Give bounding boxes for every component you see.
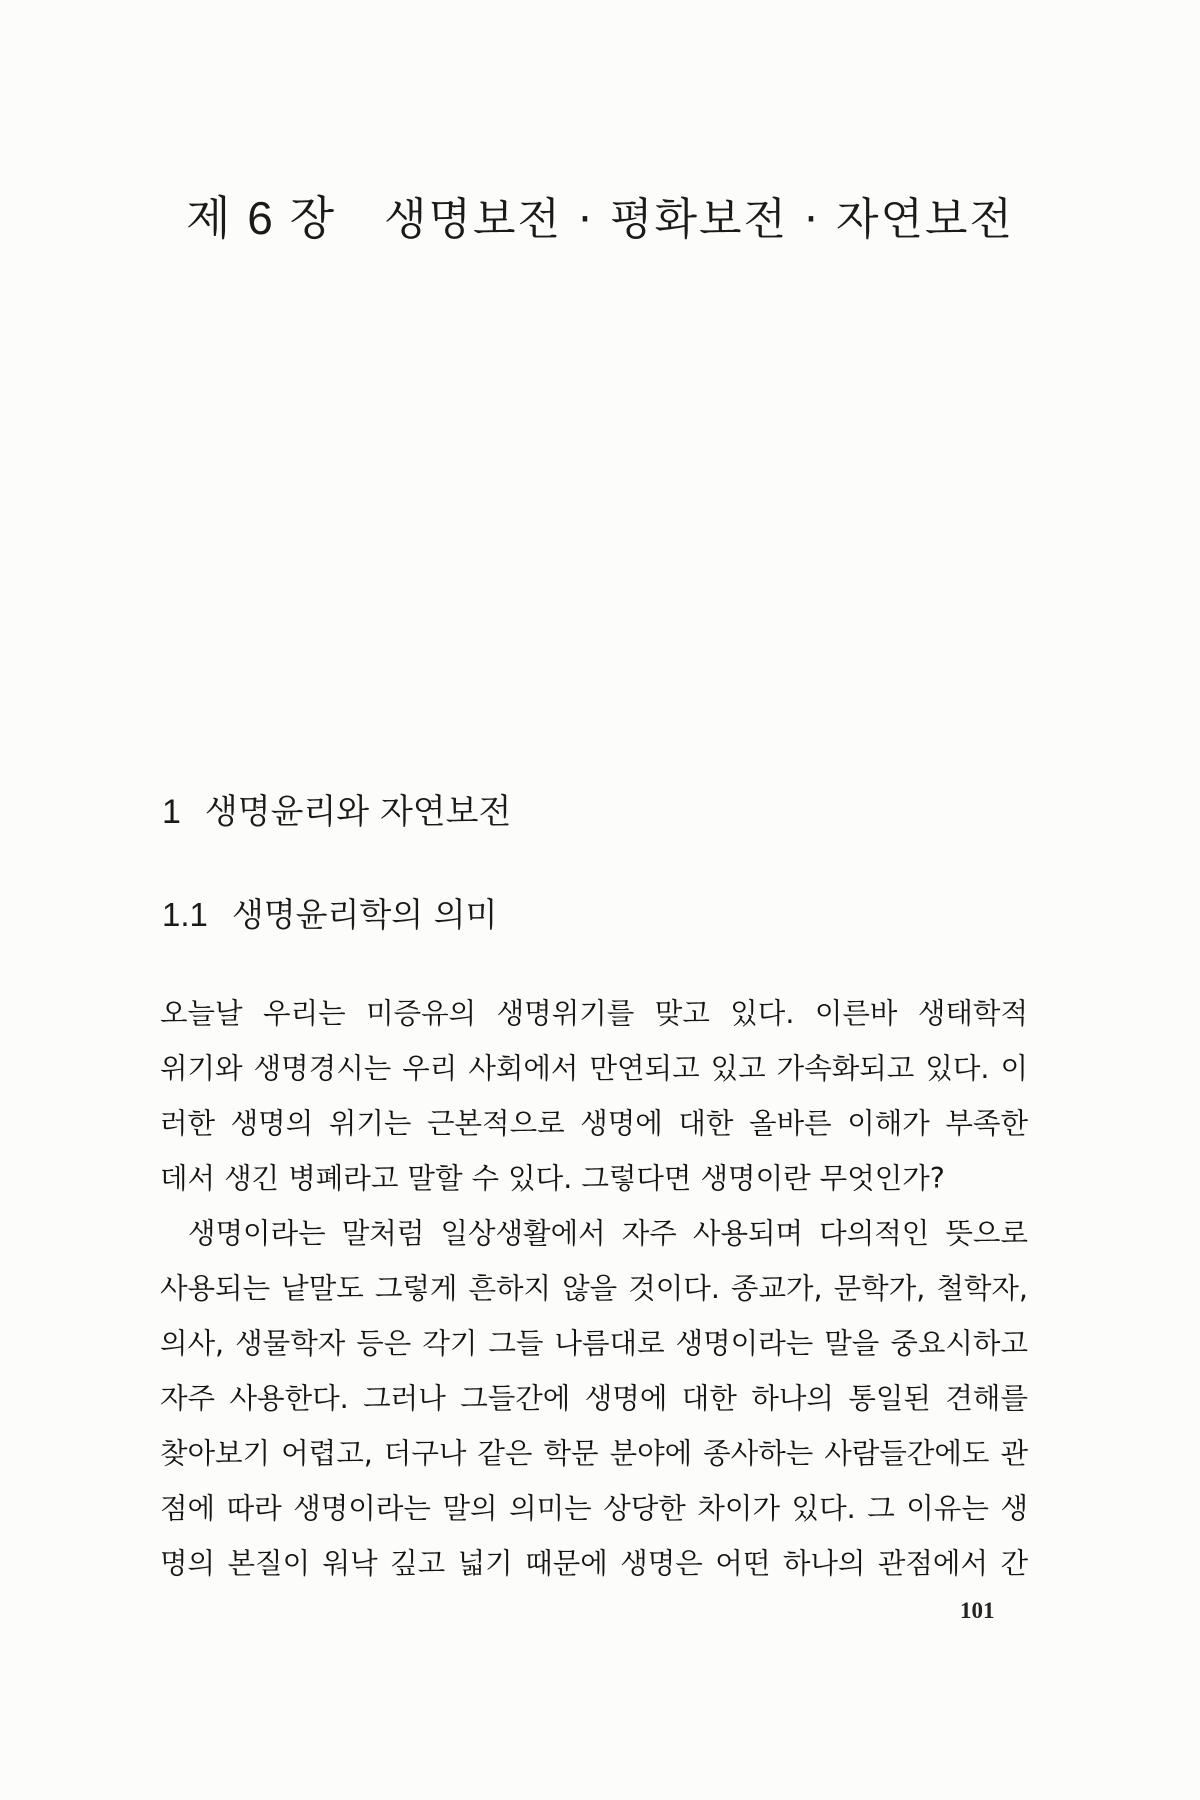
section-heading	[162, 784, 511, 833]
body-line: 자주 사용한다. 그러나 그들간에 생명에 대한 하나의 통일된 견해를	[160, 1382, 1028, 1415]
body-line: 점에 따라 생명이라는 말의 의미는 상당한 차이가 있다. 그 이유는 생	[160, 1492, 1028, 1525]
body-line: 의사, 생물학자 등은 각기 그들 나름대로 생명이라는 말을 중요시하고	[160, 1327, 1028, 1360]
body-line: 생명이라는 말처럼 일상생활에서 자주 사용되며 다의적인 뜻으로	[188, 1217, 1028, 1250]
body-line: 오늘날 우리는 미증유의 생명위기를 맞고 있다. 이른바 생태학적	[160, 997, 1028, 1030]
section-number: 1	[162, 793, 181, 831]
body-line: 데서 생긴 병폐라고 말할 수 있다. 그렇다면 생명이란 무엇인가?	[160, 1162, 945, 1195]
body-line: 명의 본질이 워낙 깊고 넓기 때문에 생명은 어떤 하나의 관점에서 간	[160, 1547, 1028, 1580]
subsection-title: 생명윤리학의 의미	[231, 895, 498, 934]
chapter-title	[0, 182, 1200, 248]
page-number: 101	[960, 1598, 995, 1623]
chapter-title-text: 생명보전 · 평화보전 · 자연보전	[384, 194, 1014, 245]
body-text	[160, 986, 1028, 1591]
section-title: 생명윤리와 자연보전	[204, 792, 512, 832]
body-line: 사용되는 낱말도 그렇게 흔하지 않을 것이다. 종교가, 문학가, 철학자,	[160, 1272, 1028, 1305]
subsection-heading	[162, 889, 497, 936]
body-line: 찾아보기 어렵고, 더구나 같은 학문 분야에 종사하는 사람들간에도 관	[160, 1437, 1028, 1470]
chapter-number: 제 6 장	[186, 192, 337, 244]
body-line: 위기와 생명경시는 우리 사회에서 만연되고 있고 가속화되고 있다. 이	[160, 1052, 1028, 1085]
subsection-number: 1.1	[162, 896, 208, 933]
body-line: 러한 생명의 위기는 근본적으로 생명에 대한 올바른 이해가 부족한	[160, 1107, 1028, 1140]
